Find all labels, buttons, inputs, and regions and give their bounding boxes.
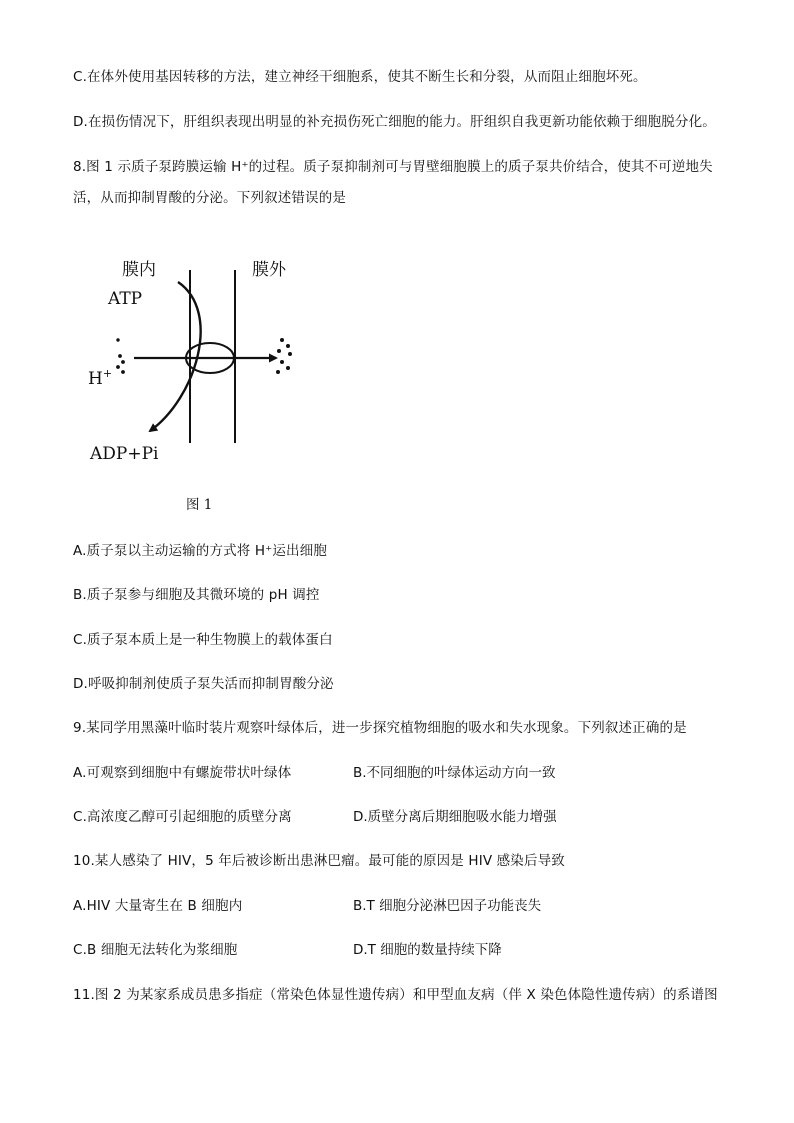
question-8-option-c: C.质子泵本质上是一种生物膜上的载体蛋白 (73, 632, 333, 648)
proton-pump-svg (82, 248, 312, 473)
question-10-option-c: C.B 细胞无法转化为浆细胞 (73, 942, 238, 958)
option-c-previous: C.在体外使用基因转移的方法，建立神经干细胞系，使其不断生长和分裂，从而阻止细胞坏死。 (73, 69, 647, 85)
h-dot (121, 360, 125, 364)
question-11-stem: 11.图 2 为某家系成员患多指症（常染色体显性遗传病）和甲型血友病（伴 X 染色体隐性遗传病）的系谱图 (73, 987, 718, 1003)
question-9-stem: 9.某同学用黑藻叶临时装片观察叶绿体后，进一步探究植物细胞的吸水和失水现象。下列叙述正确的是 (73, 720, 687, 736)
figure-1-caption: 图 1 (186, 497, 213, 513)
label-inside-membrane: 膜内 (122, 260, 156, 280)
label-outside-membrane: 膜外 (252, 260, 286, 280)
question-10-option-d: D.T 细胞的数量持续下降 (353, 942, 502, 958)
h-dot (118, 354, 122, 358)
label-h-plus (88, 367, 112, 389)
figure-1-proton-pump-diagram (82, 248, 312, 473)
label-atp: ATP (108, 289, 143, 309)
option-d-previous: D.在损伤情况下，肝组织表现出明显的补充损伤死亡细胞的能力。肝组织自我更新功能依赖于细胞脱分化。 (73, 114, 716, 130)
question-9-option-d: D.质壁分离后期细胞吸水能力增强 (353, 809, 557, 825)
question-9-option-b: B.不同细胞的叶绿体运动方向一致 (353, 765, 556, 781)
question-10-option-a: A.HIV 大量寄生在 B 细胞内 (73, 898, 243, 914)
question-9-option-c: C.高浓度乙醇可引起细胞的质壁分离 (73, 809, 292, 825)
atp-hydrolysis-arrow (150, 282, 201, 431)
h-dot (116, 365, 120, 369)
h-dot (280, 360, 284, 364)
question-9-option-a: A.可观察到细胞中有螺旋带状叶绿体 (73, 765, 292, 781)
h-dot (276, 370, 280, 374)
question-8-stem-line-1: 8.图 1 示质子泵跨膜运输 H⁺的过程。质子泵抑制剂可与胃壁细胞膜上的质子泵共价结合，使其不可逆地失 (73, 159, 713, 175)
label-h-superscript: + (102, 367, 113, 380)
question-8-option-a: A.质子泵以主动运输的方式将 H⁺运出细胞 (73, 543, 328, 559)
h-dot (286, 366, 290, 370)
h-dot (286, 344, 290, 348)
h-dot (121, 370, 125, 374)
question-8-stem-line-2: 活，从而抑制胃酸的分泌。下列叙述错误的是 (73, 190, 346, 206)
question-10-option-b: B.T 细胞分泌淋巴因子功能丧失 (353, 898, 542, 914)
h-dot (116, 338, 119, 341)
label-adp-pi: ADP+Pi (90, 444, 159, 464)
label-h: H (88, 369, 103, 389)
question-8-option-d: D.呼吸抑制剂使质子泵失活而抑制胃酸分泌 (73, 676, 334, 692)
question-8-option-b: B.质子泵参与细胞及其微环境的 pH 调控 (73, 587, 320, 603)
h-dot (288, 352, 292, 356)
h-dot (277, 349, 281, 353)
h-dot (280, 338, 284, 342)
question-10-stem: 10.某人感染了 HIV，5 年后被诊断出患淋巴瘤。最可能的原因是 HIV 感染后导致 (73, 853, 565, 869)
